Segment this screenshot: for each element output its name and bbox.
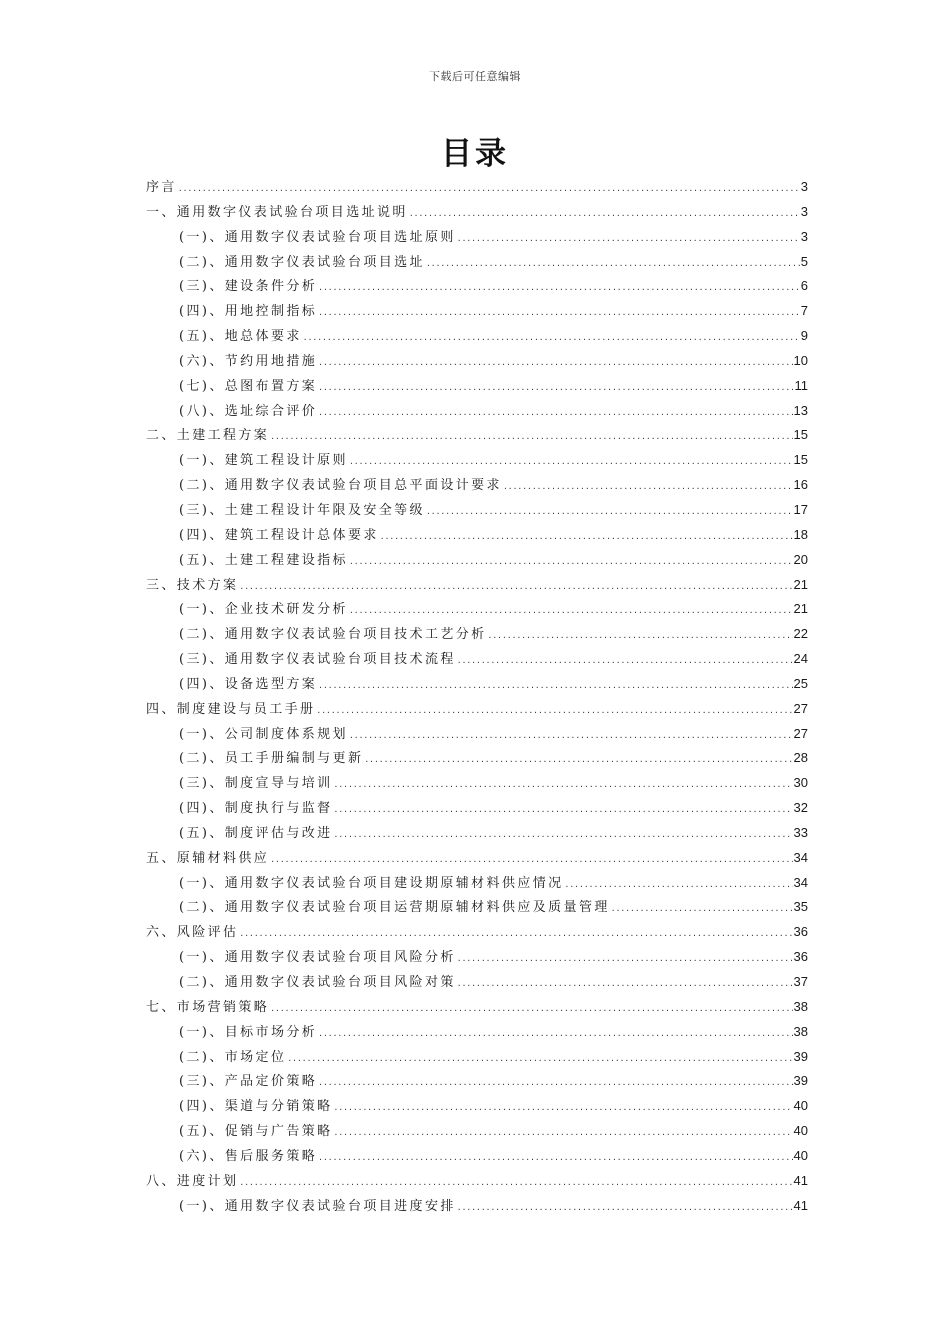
toc-page-number: 40 xyxy=(793,1123,808,1139)
toc-page-number: 39 xyxy=(793,1073,808,1089)
toc-leader-dots xyxy=(318,1022,792,1047)
toc-entry[interactable] xyxy=(146,523,808,548)
toc-page-number: 39 xyxy=(793,1048,808,1064)
toc-entry[interactable] xyxy=(146,1119,808,1144)
toc-entry-text: (一)、目标市场分析 xyxy=(179,1024,318,1040)
toc-entry[interactable] xyxy=(146,1194,808,1219)
toc-entry-text: (六)、售后服务策略 xyxy=(179,1148,318,1164)
toc-page-number: 17 xyxy=(793,501,808,517)
toc-entry-text: (二)、通用数字仪表试验台项目技术工艺分析 xyxy=(179,627,487,643)
toc-entry[interactable] xyxy=(146,448,808,473)
toc-entry[interactable] xyxy=(146,473,808,498)
toc-entry[interactable] xyxy=(146,722,808,747)
toc-entry[interactable] xyxy=(146,349,808,374)
toc-leader-dots xyxy=(409,202,800,227)
toc-entry-text: 三、技术方案 xyxy=(146,577,239,593)
toc-page-number: 35 xyxy=(793,899,808,915)
toc-page-number: 15 xyxy=(793,452,808,468)
toc-entry-text: 五、原辅材料供应 xyxy=(146,850,270,866)
toc-page-number: 7 xyxy=(800,303,808,319)
toc-entry-text: (六)、节约用地措施 xyxy=(179,353,318,369)
toc-leader-dots xyxy=(303,326,800,351)
toc-page-number: 36 xyxy=(793,949,808,965)
toc-entry[interactable] xyxy=(146,746,808,771)
toc-entry[interactable] xyxy=(146,1045,808,1070)
toc-entry-text: (五)、地总体要求 xyxy=(179,329,302,345)
toc-entry[interactable] xyxy=(146,1144,808,1169)
toc-page-number: 6 xyxy=(800,278,808,294)
toc-page-number: 27 xyxy=(793,725,808,741)
toc-page-number: 3 xyxy=(800,179,808,194)
toc-entry[interactable] xyxy=(146,995,808,1020)
toc-leader-dots xyxy=(270,997,792,1022)
toc-entry[interactable] xyxy=(146,945,808,970)
toc-page-number: 30 xyxy=(793,775,808,791)
toc-entry[interactable] xyxy=(146,697,808,722)
toc-leader-dots xyxy=(318,301,800,326)
toc-page-number: 36 xyxy=(793,924,808,940)
toc-entry-text: (一)、通用数字仪表试验台项目选址原则 xyxy=(179,229,456,245)
table-of-contents xyxy=(146,175,808,1218)
toc-page-number: 24 xyxy=(793,651,808,667)
toc-leader-dots xyxy=(380,525,793,550)
toc-entry[interactable] xyxy=(146,622,808,647)
toc-entry[interactable] xyxy=(146,871,808,896)
toc-leader-dots xyxy=(457,1196,793,1221)
toc-entry[interactable] xyxy=(146,1094,808,1119)
toc-leader-dots xyxy=(178,177,800,202)
toc-page-number: 37 xyxy=(793,974,808,989)
header-note: 下载后可任意编辑 xyxy=(429,70,521,83)
toc-leader-dots xyxy=(318,376,793,401)
toc-leader-dots xyxy=(503,475,793,500)
toc-entry-text: (二)、通用数字仪表试验台项目运营期原辅材料供应及质量管理 xyxy=(179,900,610,916)
toc-entry-text: 二、土建工程方案 xyxy=(146,428,270,444)
toc-entry[interactable] xyxy=(146,299,808,324)
toc-entry-text: (三)、制度宣导与培训 xyxy=(179,776,333,792)
toc-entry[interactable] xyxy=(146,374,808,399)
toc-entry-text: (一)、建筑工程设计原则 xyxy=(179,453,348,469)
toc-leader-dots xyxy=(239,575,792,600)
toc-entry-text: 序言 xyxy=(146,180,177,195)
toc-leader-dots xyxy=(270,425,792,450)
toc-leader-dots xyxy=(349,599,793,624)
toc-entry[interactable] xyxy=(146,423,808,448)
toc-entry[interactable] xyxy=(146,573,808,598)
toc-leader-dots xyxy=(316,699,792,724)
toc-entry-text: 四、制度建设与员工手册 xyxy=(146,701,316,717)
toc-entry-text: (八)、选址综合评价 xyxy=(179,403,318,419)
toc-page-number: 34 xyxy=(793,874,808,890)
toc-entry[interactable] xyxy=(146,225,808,250)
toc-page-number: 10 xyxy=(793,352,808,368)
toc-page-number: 21 xyxy=(793,601,808,617)
toc-entry[interactable] xyxy=(146,821,808,846)
toc-entry-text: (二)、市场定位 xyxy=(179,1049,287,1065)
toc-entry[interactable] xyxy=(146,1069,808,1094)
toc-leader-dots xyxy=(426,500,793,525)
toc-entry-text: 七、市场营销策略 xyxy=(146,999,270,1015)
toc-page-number: 15 xyxy=(793,427,808,443)
toc-entry-text: (一)、通用数字仪表试验台项目风险分析 xyxy=(179,950,456,966)
toc-page-number: 34 xyxy=(793,849,808,865)
toc-entry[interactable] xyxy=(146,895,808,920)
toc-leader-dots xyxy=(318,401,792,426)
toc-entry-text: (五)、土建工程建设指标 xyxy=(179,552,348,568)
toc-page-number: 27 xyxy=(793,700,808,716)
toc-page-number: 20 xyxy=(793,551,808,567)
toc-leader-dots xyxy=(349,550,793,575)
toc-leader-dots xyxy=(565,873,793,898)
toc-leader-dots xyxy=(334,1096,793,1121)
toc-leader-dots xyxy=(488,624,793,649)
toc-entry-text: (三)、产品定价策略 xyxy=(179,1074,318,1090)
toc-entry-text: (二)、通用数字仪表试验台项目选址 xyxy=(179,254,425,270)
toc-leader-dots xyxy=(349,724,793,749)
toc-entry-text: (二)、通用数字仪表试验台项目总平面设计要求 xyxy=(179,478,502,494)
toc-entry[interactable] xyxy=(146,796,808,821)
toc-page-number: 40 xyxy=(793,1147,808,1163)
toc-entry-text: 一、通用数字仪表试验台项目选址说明 xyxy=(146,204,408,220)
toc-page-number: 9 xyxy=(800,328,808,344)
toc-leader-dots xyxy=(239,922,792,947)
toc-entry-text: 八、进度计划 xyxy=(146,1173,239,1189)
toc-entry-text: (五)、促销与广告策略 xyxy=(179,1124,333,1140)
toc-entry-text: (三)、建设条件分析 xyxy=(179,279,318,295)
toc-entry-text: (一)、企业技术研发分析 xyxy=(179,602,348,618)
toc-entry[interactable] xyxy=(146,597,808,622)
toc-entry[interactable] xyxy=(146,1020,808,1045)
toc-entry[interactable] xyxy=(146,647,808,672)
toc-entry-text: (四)、用地控制指标 xyxy=(179,304,318,320)
toc-entry[interactable] xyxy=(146,175,808,200)
toc-entry[interactable] xyxy=(146,324,808,349)
toc-entry[interactable] xyxy=(146,200,808,225)
toc-page-number: 25 xyxy=(793,675,808,691)
toc-leader-dots xyxy=(457,947,793,972)
toc-leader-dots xyxy=(457,972,793,997)
toc-leader-dots xyxy=(318,1071,792,1096)
toc-page-number: 3 xyxy=(800,203,808,219)
toc-leader-dots xyxy=(334,1121,793,1146)
toc-page-number: 38 xyxy=(793,998,808,1014)
toc-page-number: 13 xyxy=(793,402,808,418)
toc-page-number: 22 xyxy=(793,626,808,642)
toc-entry[interactable] xyxy=(146,1169,808,1194)
toc-entry-text: (四)、建筑工程设计总体要求 xyxy=(179,527,379,543)
toc-page-number: 11 xyxy=(794,377,808,393)
toc-title: 目录 xyxy=(441,136,509,172)
toc-leader-dots xyxy=(334,773,793,798)
toc-entry[interactable] xyxy=(146,250,808,275)
toc-entry-text: (四)、渠道与分销策略 xyxy=(179,1099,333,1115)
toc-entry-text: (三)、通用数字仪表试验台项目技术流程 xyxy=(179,652,456,668)
toc-leader-dots xyxy=(287,1047,792,1072)
toc-entry[interactable] xyxy=(146,920,808,945)
toc-leader-dots xyxy=(611,897,793,922)
toc-leader-dots xyxy=(270,848,792,873)
toc-entry[interactable] xyxy=(146,846,808,871)
toc-entry-text: (一)、通用数字仪表试验台项目进度安排 xyxy=(179,1198,456,1214)
toc-page-number: 33 xyxy=(793,824,808,840)
toc-entry-text: (一)、通用数字仪表试验台项目建设期原辅材料供应情况 xyxy=(179,875,564,891)
toc-page-number: 18 xyxy=(793,526,808,542)
toc-page-number: 16 xyxy=(793,477,808,493)
toc-entry-text: (一)、公司制度体系规划 xyxy=(179,726,348,742)
toc-leader-dots xyxy=(318,276,800,301)
toc-leader-dots xyxy=(349,450,793,475)
toc-entry[interactable] xyxy=(146,771,808,796)
toc-entry-text: 六、风险评估 xyxy=(146,925,239,941)
toc-page-number: 28 xyxy=(793,750,808,766)
toc-entry[interactable] xyxy=(146,672,808,697)
toc-entry[interactable] xyxy=(146,274,808,299)
toc-leader-dots xyxy=(426,252,800,277)
toc-leader-dots xyxy=(318,1146,792,1171)
toc-page-number: 5 xyxy=(800,253,808,269)
toc-entry-text: (四)、设备选型方案 xyxy=(179,676,318,692)
toc-page-number: 41 xyxy=(793,1172,808,1188)
toc-leader-dots xyxy=(334,798,793,823)
toc-entry-text: (三)、土建工程设计年限及安全等级 xyxy=(179,502,425,518)
toc-entry-text: (二)、员工手册编制与更新 xyxy=(179,751,364,767)
toc-leader-dots xyxy=(457,649,793,674)
toc-entry[interactable] xyxy=(146,970,808,995)
toc-leader-dots xyxy=(318,351,792,376)
toc-leader-dots xyxy=(364,748,792,773)
toc-leader-dots xyxy=(239,1171,792,1196)
toc-page-number: 32 xyxy=(793,800,808,816)
toc-leader-dots xyxy=(334,823,793,848)
toc-page-number: 40 xyxy=(793,1098,808,1114)
toc-entry[interactable] xyxy=(146,399,808,424)
toc-entry-text: (五)、制度评估与改进 xyxy=(179,825,333,841)
toc-entry-text: (二)、通用数字仪表试验台项目风险对策 xyxy=(179,975,456,990)
toc-leader-dots xyxy=(457,227,800,252)
toc-page-number: 21 xyxy=(793,576,808,592)
toc-leader-dots xyxy=(318,674,792,699)
toc-page-number: 41 xyxy=(793,1197,808,1213)
toc-page-number: 38 xyxy=(793,1023,808,1039)
toc-entry-text: (四)、制度执行与监督 xyxy=(179,801,333,817)
toc-page-number: 3 xyxy=(800,228,808,244)
toc-entry[interactable] xyxy=(146,548,808,573)
toc-entry[interactable] xyxy=(146,498,808,523)
toc-entry-text: (七)、总图布置方案 xyxy=(179,378,318,394)
